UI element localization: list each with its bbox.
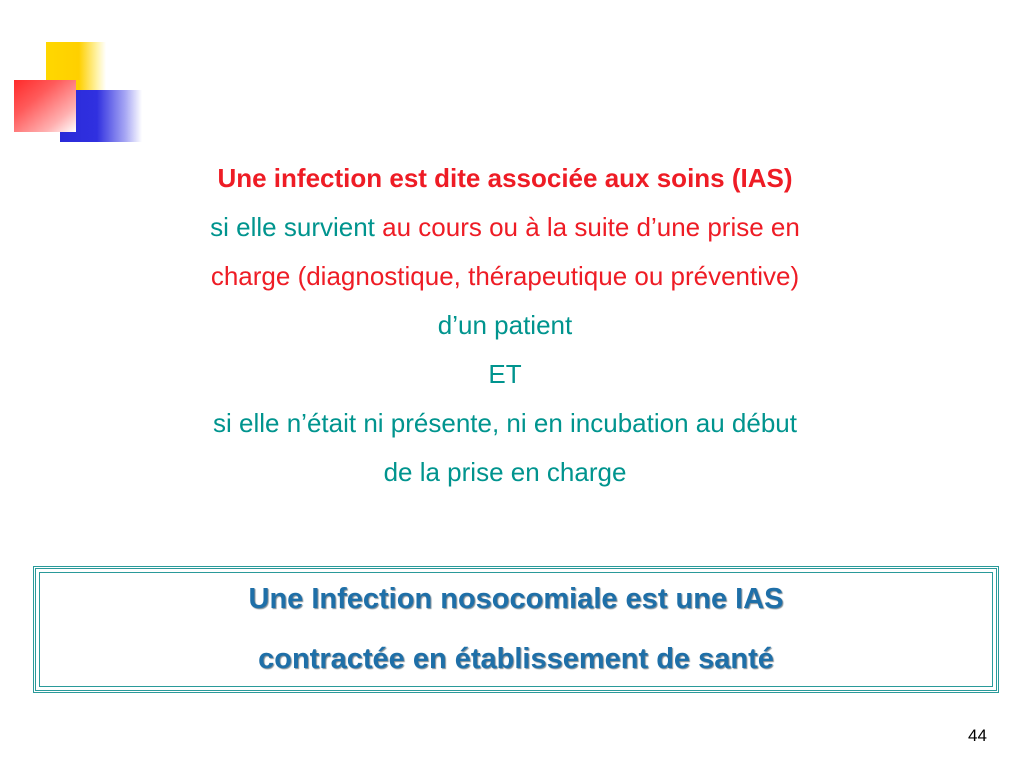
page-number: 44 xyxy=(968,726,987,745)
definition-title: Une infection est dite associée aux soins (IAS) xyxy=(217,163,793,193)
definition-line-4: d’un patient xyxy=(437,310,573,340)
definition-line-2-end: au cours ou à la suite d’une prise en xyxy=(382,212,800,242)
definition-text-block xyxy=(60,154,950,497)
definition-line-3: charge (diagnostique, thérapeutique ou préventive) xyxy=(210,261,800,291)
nosocomial-definition-box xyxy=(33,566,999,693)
definition-line-7: de la prise en charge xyxy=(383,457,627,487)
slide-logo-decoration xyxy=(0,0,150,150)
definition-line-6: si elle n’était ni présente, ni en incubation au début xyxy=(213,408,797,438)
box-line-2: contractée en établissement de santé xyxy=(258,643,774,675)
red-square-shape xyxy=(14,80,76,132)
definition-line-2 xyxy=(60,203,950,252)
definition-line-2-start: si elle survient xyxy=(210,212,383,242)
definition-connector-et: ET xyxy=(488,359,522,389)
box-line-1: Une Infection nosocomiale est une IAS xyxy=(248,583,784,615)
